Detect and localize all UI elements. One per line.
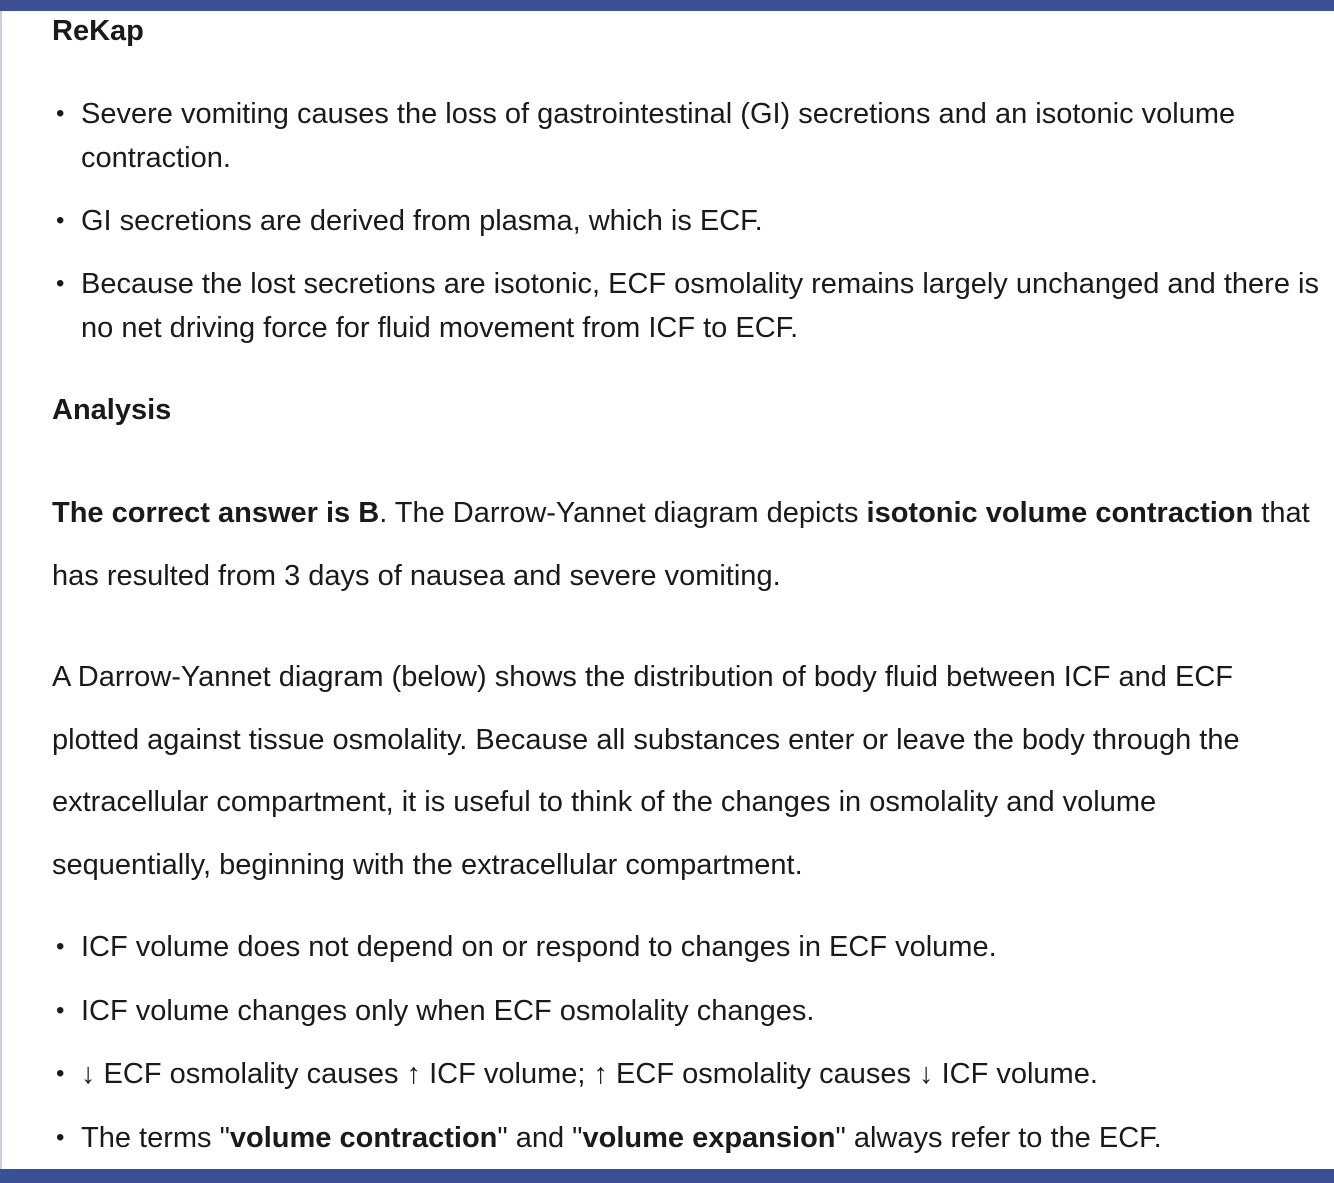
correct-answer-paragraph xyxy=(52,482,1322,607)
rekap-heading: ReKap xyxy=(52,15,144,47)
term-volume-expansion: volume expansion xyxy=(582,1121,836,1154)
rekap-bullet-text: GI secretions are derived from plasma, which is ECF. xyxy=(81,205,763,237)
analysis-bullet-item xyxy=(52,1116,1322,1160)
terms-text-part: The terms " xyxy=(81,1121,230,1154)
answer-text-part: that has resulted from 3 days of nausea and severe vomiting. xyxy=(52,497,1310,592)
analysis-bullet-item xyxy=(52,989,1322,1033)
darrow-yannet-paragraph: A Darrow-Yannet diagram (below) shows the distribution of body fluid between ICF and ECF plotted against tissue osmolality. Because all substances enter or leave the body through the extracellular compartment, it is useful to think of the changes in osmolality and volume sequentially, beginning with the extracellular compartment. xyxy=(52,661,1240,881)
terms-text-part: " always refer to the ECF. xyxy=(835,1121,1162,1154)
rekap-bullet-item xyxy=(52,92,1322,180)
terms-bullet-text xyxy=(81,1122,1162,1154)
top-frame-bar xyxy=(0,0,1334,11)
bullet-icon: • xyxy=(56,933,65,960)
bottom-frame-bar xyxy=(0,1169,1334,1183)
bullet-icon: • xyxy=(56,100,65,127)
correct-answer-lead: The correct answer is B xyxy=(52,497,380,529)
rekap-bullet-text: Because the lost secretions are isotonic, ECF osmolality remains largely unchanged and there is no net driving force for fluid movement from ICF to ECF. xyxy=(81,268,1319,344)
bullet-icon: • xyxy=(56,1123,65,1151)
rekap-bullet-item xyxy=(52,262,1322,350)
rekap-bullet-list xyxy=(52,92,1322,350)
term-volume-contraction: volume contraction xyxy=(229,1121,498,1154)
rekap-bullet-text: Severe vomiting causes the loss of gastrointestinal (GI) secretions and an isotonic volume contraction. xyxy=(81,98,1236,174)
bullet-icon: • xyxy=(56,207,65,234)
analysis-bullet-item xyxy=(52,1052,1322,1096)
answer-bold-term: isotonic volume contraction xyxy=(866,497,1254,529)
bullet-icon: • xyxy=(56,996,65,1024)
analysis-bullet-item xyxy=(52,925,1322,969)
analysis-bullet-text: ICF volume changes only when ECF osmolality changes. xyxy=(81,994,815,1027)
left-frame-edge xyxy=(0,11,2,1169)
analysis-bullet-text: ICF volume does not depend on or respond to changes in ECF volume. xyxy=(81,931,997,963)
analysis-bullet-text: ↓ ECF osmolality causes ↑ ICF volume; ↑ ECF osmolality causes ↓ ICF volume. xyxy=(81,1058,1098,1090)
analysis-bullet-list xyxy=(52,925,1322,1179)
terms-text-part: " and " xyxy=(497,1121,583,1154)
analysis-heading: Analysis xyxy=(52,394,172,426)
answer-text-part: . The Darrow-Yannet diagram depicts xyxy=(379,497,867,529)
bullet-icon: • xyxy=(56,1060,65,1087)
bullet-icon: • xyxy=(56,270,65,297)
rekap-bullet-item xyxy=(52,199,1322,243)
